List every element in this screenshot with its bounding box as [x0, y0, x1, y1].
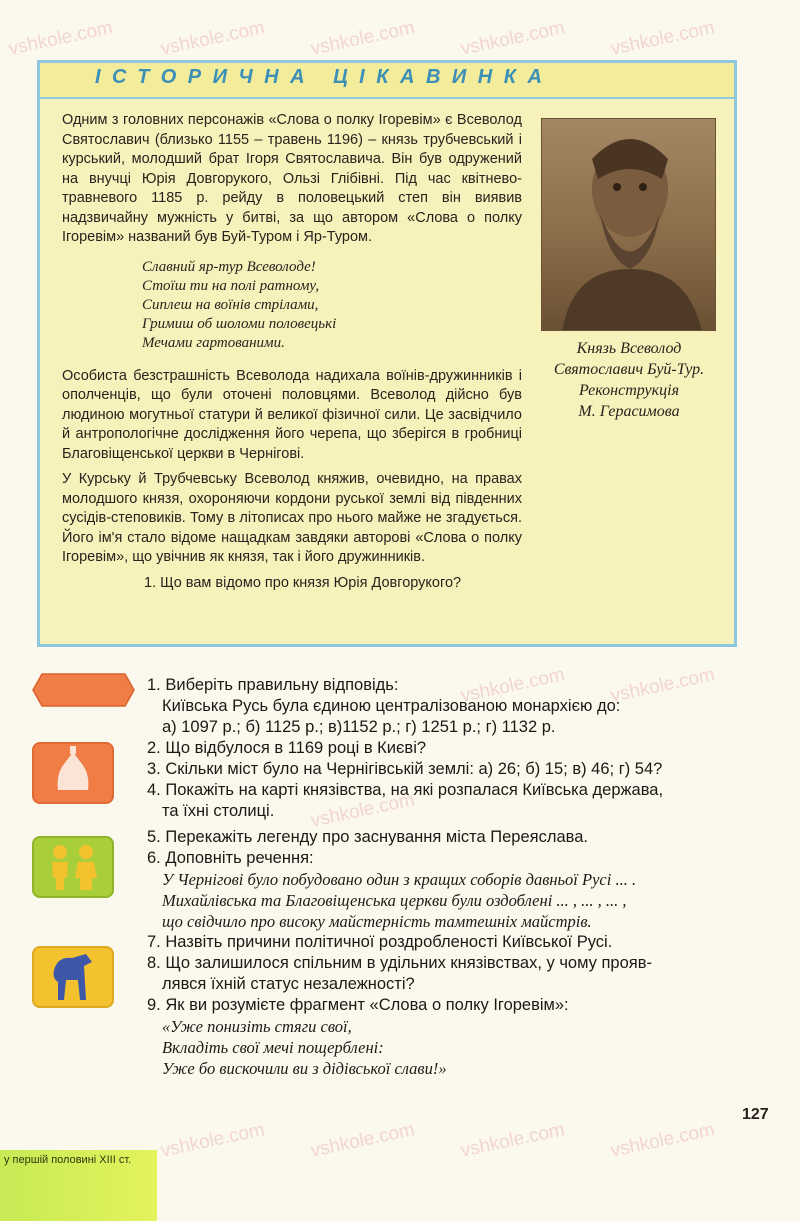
watermark: vshkole.com: [158, 17, 267, 60]
watermark: vshkole.com: [308, 1119, 417, 1162]
watermark: vshkole.com: [608, 1119, 717, 1162]
question-3: 3. Скільки міст було на Чернігівській землі: а) 26; б) 15; в) 46; г) 54?: [147, 760, 663, 778]
quote-line: Уже бо вискочили ви з дідівської слави!»: [162, 1059, 447, 1078]
poem-line: Мечами гартованими.: [142, 334, 285, 351]
watermark: vshkole.com: [308, 17, 417, 60]
poem-line: Гримиш об шоломи половецькі: [142, 315, 337, 332]
question-8: 8. Що залишилося спільним в удільних князівствах, у чому прояв-: [147, 954, 652, 972]
question-6-line: Михайлівська та Благовіщенська церкви були оздоблені ... , ... , ... ,: [162, 891, 627, 910]
question-2: 2. Що відбулося в 1169 році в Києві?: [147, 739, 427, 757]
watermark: vshkole.com: [458, 17, 567, 60]
watermark: vshkole.com: [458, 664, 567, 707]
question-8-cont: лявся їхній статус незалежності?: [162, 975, 415, 993]
box-header: [40, 63, 734, 99]
box-paragraph: У Курську й Трубчевську Всеволод княжив, очевидно, на правах молодшого князя, охороняючи кордони руської землі від південних сусідів-степовиків. Тому в літописах про нього майже не згадується. Його ім'я стало відоме нащадкам завдяки авторові «Слова о полку Ігоревім», що увічнив як князя, так і його дружинників.: [62, 471, 522, 565]
watermark: vshkole.com: [608, 664, 717, 707]
question-4-cont: та їхні столиці.: [162, 802, 275, 820]
helmet-icon: [32, 742, 114, 804]
quote-line: Вкладіть свої мечі пощерблені:: [162, 1038, 384, 1057]
caption-line: Святославич Буй-Тур.: [553, 361, 705, 378]
question-1-options: а) 1097 р.; б) 1125 р.; в)1152 р.; г) 1251 р.; г) 1132 р.: [162, 718, 556, 736]
question-5: 5. Перекажіть легенду про заснування міста Переяслава.: [147, 828, 588, 846]
portrait-image: [541, 118, 716, 331]
question-6-line: що свідчило про високу майстерність тамтешніх майстрів.: [162, 912, 592, 931]
watermark: vshkole.com: [608, 17, 717, 60]
watermark: vshkole.com: [458, 1119, 567, 1162]
question-6-line: У Чернігові було побудовано один з кращих соборів давньої Русі ... .: [162, 870, 637, 889]
watermark: vshkole.com: [158, 1119, 267, 1162]
historical-fact-box: [37, 60, 737, 647]
question-7: 7. Назвіть причини політичної роздробленості Київської Русі.: [147, 933, 613, 951]
caption-line: Реконструкція: [578, 382, 680, 399]
poem-line: Славний яр-тур Всеволоде!: [142, 258, 316, 275]
box-title: ІСТОРИЧНА ЦІКАВИНКА: [95, 66, 554, 88]
box-question: 1. Що вам відомо про князя Юрія Довгорукого?: [144, 574, 462, 591]
caption-line: М. Герасимова: [578, 403, 680, 420]
caption-line: Князь Всеволод: [576, 340, 682, 357]
question-1: 1. Виберіть правильну відповідь:: [147, 676, 399, 694]
portrait-caption: [528, 338, 730, 422]
box-paragraph: Особиста безстрашність Всеволода надихала воїнів-дружинників і ополченців, що були оточені половцями. Всеволод дійсно був людиною могутньої статури й великої фізичної сили. Це засвідчило й антропологічне дослідження його черепа, що зберігся в гробниці Благовіщенської церкви в Чернігові.: [62, 367, 522, 462]
quote-line: «Уже понизіть стяги свої,: [162, 1017, 352, 1036]
box-paragraph: Одним з головних персонажів «Слова о полку Ігоревім» є Всеволод Святославич (близько 1155 – травень 1196) – князь трубчевський і курський, молодший брат Ігоря Святославича. Він був одружений на внучці Юрія Довгорукого, Ользі Глібівні. Під час квітнево-травневого 1185 р. рейду в половецький степ він виявив надзвичайну мужність у битві, за що автором «Слова о полку Ігоревім» названий був Буй-Туром і Яр-Туром.: [62, 112, 522, 245]
box-text: [62, 111, 522, 593]
poem: [142, 258, 522, 353]
watermark: vshkole.com: [6, 17, 115, 60]
question-1-text: Київська Русь була єдиною централізованою монархією до:: [162, 697, 621, 715]
footer-label: у першій половині XIII ст.: [4, 1154, 132, 1166]
horse-icon: [32, 946, 114, 1008]
question-9: 9. Як ви розумієте фрагмент «Слова о полку Ігоревім»:: [147, 996, 569, 1014]
task-pill-icon: [32, 672, 135, 708]
children-icon: [32, 836, 114, 898]
poem-line: Стоїш ти на полі ратному,: [142, 277, 320, 294]
portrait-illustration-icon: [542, 119, 716, 331]
question-6: 6. Доповніть речення:: [147, 849, 314, 867]
questions-list: [147, 675, 787, 1079]
question-4: 4. Покажіть на карті князівства, на які розпалася Київська держава,: [147, 781, 664, 799]
footer-band: [0, 1150, 157, 1221]
poem-line: Сиплеш на воїнів стрілами,: [142, 296, 319, 313]
page-number: 127: [742, 1106, 769, 1123]
watermark: vshkole.com: [308, 789, 417, 832]
